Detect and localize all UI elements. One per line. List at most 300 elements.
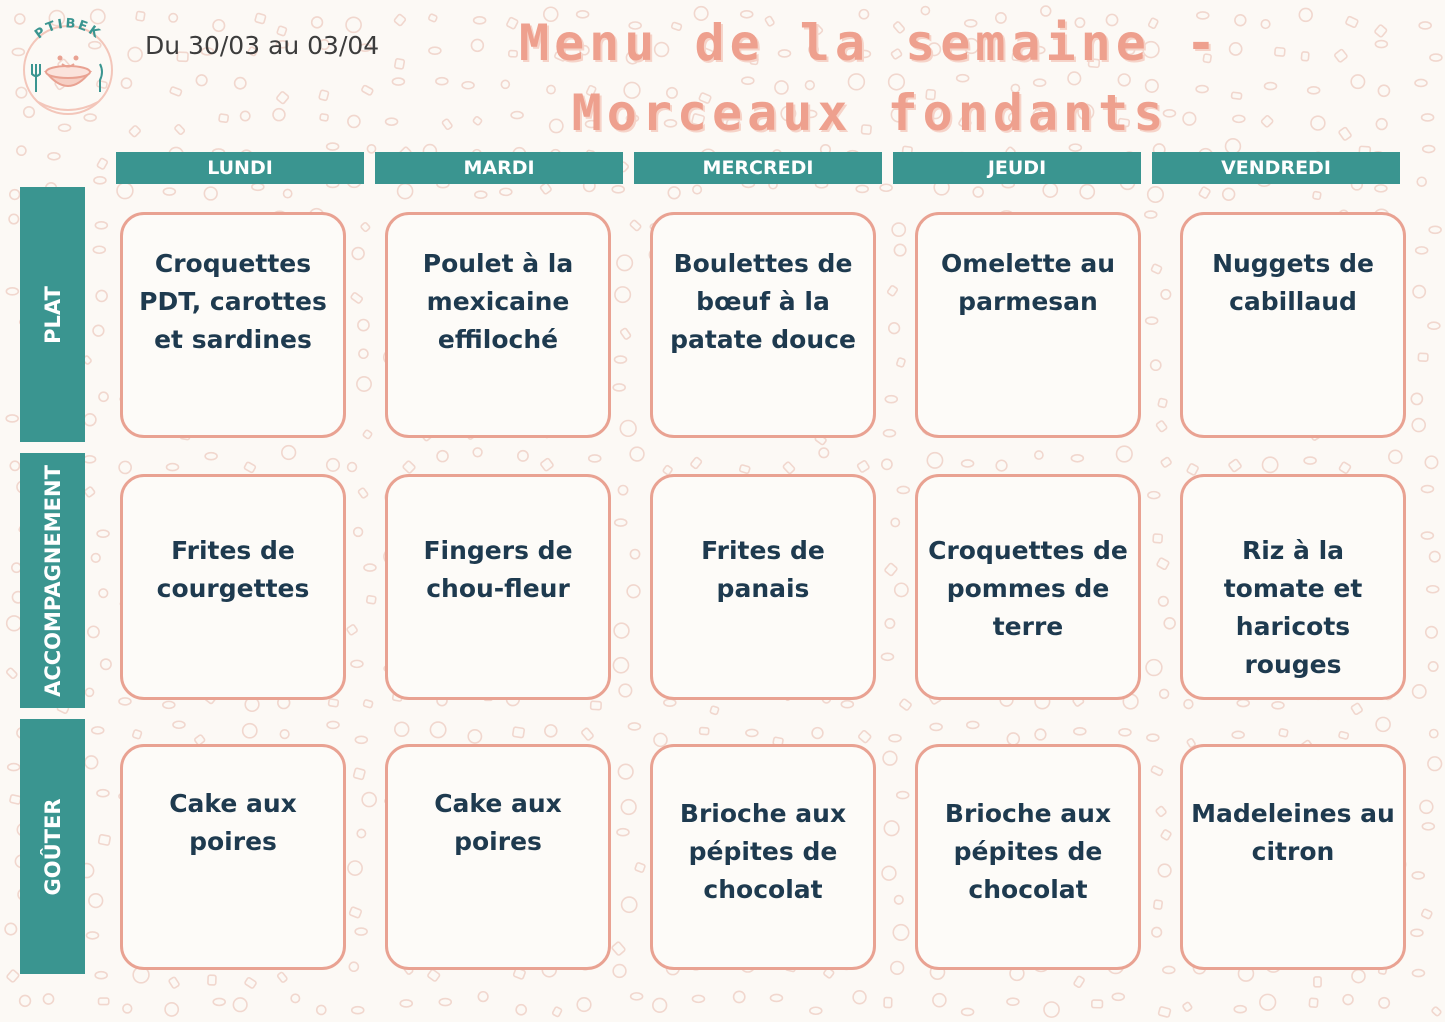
pattern-doodle (119, 698, 131, 705)
pattern-doodle (1074, 728, 1086, 735)
pattern-doodle (770, 994, 782, 1001)
pattern-doodle (123, 1004, 132, 1013)
pattern-doodle (887, 285, 898, 296)
pattern-doodle (1423, 146, 1435, 153)
pattern-doodle (363, 429, 373, 439)
snack-text: Brioche aux pépites de chocolat (679, 799, 847, 904)
pattern-doodle (1351, 75, 1364, 88)
day-header-lundi: LUNDI (116, 152, 364, 184)
pattern-doodle (350, 292, 363, 304)
pattern-doodle (1232, 731, 1244, 738)
pattern-doodle (897, 792, 909, 799)
pattern-doodle (1155, 806, 1166, 817)
pattern-doodle (6, 415, 18, 422)
pattern-doodle (853, 991, 866, 1004)
pattern-doodle (328, 699, 338, 707)
pattern-doodle (87, 932, 99, 939)
pattern-doodle (320, 114, 329, 121)
menu-cell (385, 474, 611, 700)
pattern-doodle (857, 460, 870, 473)
pattern-doodle (132, 729, 142, 739)
pattern-doodle (358, 487, 369, 498)
pattern-doodle (1389, 450, 1402, 463)
pattern-doodle (589, 455, 601, 462)
pattern-doodle (690, 457, 702, 469)
pattern-doodle (622, 897, 637, 912)
pattern-doodle (93, 325, 104, 336)
pattern-doodle (1160, 457, 1171, 468)
pattern-doodle (168, 977, 179, 989)
pattern-doodle (1376, 717, 1390, 731)
pattern-doodle (430, 722, 445, 737)
pattern-doodle (98, 834, 110, 845)
pattern-doodle (361, 85, 373, 96)
pattern-doodle (95, 222, 107, 229)
pattern-doodle (693, 185, 702, 194)
pattern-doodle (167, 464, 179, 471)
pattern-doodle (170, 87, 182, 97)
pattern-doodle (1272, 702, 1284, 709)
pattern-doodle (357, 377, 371, 391)
pattern-doodle (5, 923, 16, 934)
pattern-doodle (540, 182, 552, 194)
pattern-doodle (880, 184, 892, 191)
pattern-doodle (475, 191, 487, 198)
pattern-doodle (615, 287, 630, 302)
side-text: Frites de courgettes (156, 536, 310, 603)
pattern-doodle (1313, 191, 1321, 199)
pattern-doodle (284, 189, 292, 197)
pattern-doodle (1428, 322, 1440, 329)
pattern-doodle (1345, 16, 1358, 28)
pattern-doodle (1071, 455, 1083, 462)
row-label-plat: PLAT (40, 285, 65, 344)
pattern-doodle (359, 349, 368, 358)
menu-cell (915, 744, 1141, 970)
snack-text: Cake aux poires (169, 789, 297, 856)
pattern-doodle (317, 1005, 326, 1014)
pattern-doodle (386, 118, 398, 125)
pattern-doodle (169, 14, 177, 22)
pattern-doodle (363, 700, 373, 709)
menu-cell (1180, 474, 1406, 700)
pattern-doodle (895, 896, 904, 905)
pattern-doodle (1161, 290, 1170, 299)
pattern-doodle (896, 358, 905, 368)
pattern-doodle (213, 998, 225, 1005)
pattern-doodle (927, 453, 942, 468)
pattern-doodle (1234, 1006, 1246, 1013)
pattern-doodle (1035, 729, 1046, 740)
pattern-doodle (8, 764, 20, 771)
pattern-doodle (1375, 41, 1387, 48)
pattern-doodle (899, 698, 912, 710)
pattern-doodle (891, 961, 904, 974)
pattern-doodle (1413, 286, 1425, 298)
pattern-doodle (1151, 360, 1161, 370)
pattern-doodle (280, 730, 289, 739)
pattern-doodle (93, 246, 105, 253)
pattern-doodle (1426, 627, 1438, 639)
pattern-doodle (1184, 700, 1193, 709)
pattern-doodle (1152, 927, 1162, 937)
pattern-doodle (1092, 1000, 1103, 1008)
pattern-doodle (352, 1007, 364, 1014)
pattern-doodle (99, 589, 108, 598)
row-header-plat (20, 187, 85, 442)
pattern-doodle (276, 91, 289, 104)
pattern-doodle (1411, 393, 1422, 404)
pattern-doodle (366, 595, 376, 603)
pattern-doodle (348, 115, 360, 127)
pattern-doodle (1148, 187, 1163, 202)
pattern-doodle (255, 13, 266, 24)
pattern-doodle (352, 248, 364, 260)
side-text: Frites de panais (701, 536, 825, 603)
pattern-doodle (882, 459, 892, 469)
pattern-doodle (664, 699, 676, 706)
pattern-doodle (518, 451, 528, 461)
pattern-doodle (136, 11, 145, 21)
pattern-doodle (233, 998, 247, 1012)
side-text: Fingers de chou-fleur (423, 536, 573, 603)
pattern-doodle (617, 829, 629, 836)
pattern-doodle (614, 623, 629, 638)
dish-text: Croquettes PDT, carottes et sardines (139, 249, 327, 354)
pattern-doodle (1145, 211, 1157, 218)
pattern-doodle (10, 461, 19, 470)
pattern-doodle (219, 114, 229, 123)
row-header-accompagnement (20, 453, 85, 708)
pattern-doodle (1375, 185, 1387, 192)
pattern-doodle (1187, 463, 1199, 475)
side-text: Croquettes de pommes de terre (928, 536, 1128, 641)
pattern-doodle (1160, 689, 1169, 698)
pattern-doodle (327, 721, 339, 728)
pattern-doodle (996, 460, 1007, 471)
pattern-doodle (468, 730, 481, 743)
pattern-doodle (1146, 660, 1162, 676)
pattern-doodle (101, 659, 111, 669)
pattern-doodle (973, 187, 983, 197)
pattern-doodle (351, 660, 363, 667)
pattern-doodle (348, 463, 357, 472)
pattern-doodle (1148, 492, 1160, 499)
pattern-doodle (163, 188, 175, 195)
pattern-doodle (897, 486, 909, 493)
snack-text: Brioche aux pépites de chocolat (944, 799, 1112, 904)
pattern-doodle (884, 821, 899, 836)
dish-text: Omelette au parmesan (940, 249, 1115, 316)
pattern-doodle (1314, 977, 1321, 987)
pattern-doodle (1151, 765, 1163, 776)
pattern-doodle (1044, 1002, 1059, 1017)
pattern-doodle (99, 392, 108, 401)
pattern-doodle (174, 124, 185, 135)
side-text: Riz à la tomate et haricots rouges (1223, 536, 1363, 679)
pattern-doodle (1199, 186, 1211, 198)
pattern-doodle (882, 866, 896, 880)
pattern-doodle (613, 384, 625, 391)
pattern-doodle (10, 190, 20, 200)
pattern-doodle (129, 125, 141, 137)
pattern-doodle (1223, 188, 1235, 200)
pattern-doodle (930, 723, 942, 730)
pattern-doodle (1160, 829, 1171, 840)
pattern-doodle (327, 459, 339, 471)
pattern-doodle (1415, 79, 1427, 86)
pattern-doodle (1146, 317, 1158, 324)
pattern-doodle (889, 323, 900, 334)
pattern-doodle (119, 461, 131, 473)
pattern-doodle (545, 725, 557, 737)
pattern-doodle (620, 420, 636, 436)
pattern-doodle (1073, 976, 1084, 988)
pattern-doodle (611, 941, 625, 955)
pattern-doodle (812, 728, 823, 739)
pattern-doodle (1352, 970, 1365, 983)
pattern-doodle (613, 658, 628, 673)
pattern-doodle (1418, 353, 1428, 361)
dish-text: Nuggets de cabillaud (1212, 249, 1374, 316)
pattern-doodle (1421, 909, 1432, 920)
pattern-doodle (1158, 864, 1171, 877)
menu-cell (915, 474, 1141, 700)
pattern-doodle (1427, 586, 1439, 593)
pattern-doodle (699, 727, 709, 734)
pattern-doodle (395, 722, 409, 736)
pattern-doodle (895, 583, 908, 596)
pattern-doodle (357, 829, 365, 837)
pattern-doodle (1163, 966, 1175, 973)
menu-cell (1180, 212, 1406, 438)
pattern-doodle (354, 528, 363, 537)
pattern-doodle (1343, 995, 1353, 1005)
pattern-doodle (85, 688, 93, 696)
pattern-doodle (1339, 731, 1349, 739)
pattern-doodle (856, 185, 868, 192)
menu-cell (915, 212, 1141, 438)
pattern-doodle (841, 701, 853, 708)
pattern-doodle (1425, 456, 1437, 468)
pattern-doodle (1080, 185, 1094, 199)
pattern-doodle (1417, 177, 1426, 186)
pattern-doodle (891, 518, 899, 526)
pattern-doodle (84, 414, 96, 426)
pattern-doodle (358, 319, 369, 330)
pattern-doodle (243, 724, 257, 738)
pattern-doodle (884, 998, 892, 1008)
pattern-doodle (92, 727, 104, 734)
pattern-doodle (881, 653, 893, 660)
pattern-doodle (1309, 998, 1318, 1007)
pattern-doodle (349, 907, 362, 919)
pattern-doodle (6, 288, 18, 295)
pattern-doodle (163, 701, 175, 708)
pattern-doodle (353, 768, 365, 780)
pattern-doodle (885, 396, 897, 403)
pattern-doodle (739, 465, 750, 474)
pattern-doodle (196, 75, 207, 86)
snack-text: Cake aux poires (434, 789, 562, 856)
pattern-doodle (783, 461, 796, 474)
pattern-doodle (1112, 993, 1124, 1000)
menu-cell (120, 474, 346, 700)
pattern-doodle (205, 453, 217, 460)
title-line-1: Menu de la semaine - (518, 14, 1222, 72)
pattern-doodle (630, 220, 642, 232)
pattern-doodle (1378, 85, 1389, 96)
day-header-mercredi: MERCREDI (634, 152, 882, 184)
pattern-doodle (746, 729, 758, 736)
pattern-doodle (1428, 662, 1437, 671)
pattern-doodle (513, 727, 525, 738)
pattern-doodle (43, 994, 53, 1004)
pattern-doodle (360, 222, 370, 232)
pattern-doodle (1411, 929, 1423, 936)
pattern-doodle (884, 563, 897, 576)
pattern-doodle (1164, 618, 1175, 629)
pattern-doodle (20, 995, 31, 1006)
pattern-doodle (312, 17, 323, 28)
pattern-doodle (1154, 900, 1163, 909)
pattern-doodle (552, 1006, 562, 1017)
pattern-doodle (346, 624, 357, 635)
pattern-doodle (402, 460, 415, 473)
pattern-doodle (1035, 451, 1043, 459)
pattern-doodle (1374, 24, 1387, 37)
pattern-doodle (620, 328, 631, 340)
pattern-doodle (967, 721, 979, 728)
pattern-doodle (277, 972, 288, 983)
pattern-doodle (1119, 729, 1131, 736)
pattern-doodle (94, 177, 106, 184)
pattern-doodle (1260, 994, 1276, 1010)
pattern-doodle (439, 999, 451, 1006)
pattern-doodle (885, 619, 894, 628)
pattern-doodle (631, 993, 643, 1000)
pattern-doodle (364, 564, 376, 571)
title-line-2: Morceaux fondants (571, 84, 1169, 142)
row-label-accompagnement: ACCOMPAGNEMENT (40, 464, 65, 697)
pattern-doodle (540, 458, 554, 472)
pattern-doodle (892, 223, 905, 236)
pattern-doodle (1429, 226, 1441, 233)
pattern-doodle (392, 78, 404, 85)
pattern-doodle (1412, 872, 1424, 879)
pattern-doodle (819, 448, 828, 457)
pattern-doodle (1430, 729, 1438, 737)
pattern-doodle (394, 59, 404, 70)
pattern-doodle (628, 723, 640, 730)
pattern-doodle (394, 14, 406, 26)
pattern-doodle (692, 995, 704, 1002)
pattern-doodle (97, 790, 109, 797)
pattern-doodle (858, 730, 871, 743)
pattern-doodle (1422, 114, 1434, 121)
pattern-doodle (630, 447, 644, 461)
pattern-doodle (1430, 551, 1440, 561)
pattern-doodle (252, 183, 264, 190)
pattern-doodle (84, 486, 95, 497)
pattern-doodle (618, 486, 627, 495)
pattern-doodle (273, 109, 285, 121)
pattern-doodle (291, 994, 299, 1002)
pattern-doodle (204, 187, 217, 200)
pattern-doodle (48, 153, 60, 160)
pattern-doodle (1228, 459, 1242, 473)
pattern-doodle (621, 800, 636, 815)
pattern-doodle (1376, 119, 1387, 130)
pattern-doodle (1151, 264, 1162, 275)
pattern-doodle (1339, 462, 1351, 474)
pattern-doodle (95, 972, 107, 979)
pattern-doodle (1182, 1002, 1192, 1012)
pattern-doodle (213, 20, 225, 32)
pattern-doodle (1147, 734, 1159, 741)
pattern-doodle (1430, 54, 1442, 61)
pattern-doodle (619, 684, 632, 697)
pattern-doodle (668, 187, 680, 199)
pattern-doodle (400, 1000, 412, 1007)
pattern-doodle (1419, 22, 1431, 29)
menu-cell (650, 212, 876, 438)
pattern-doodle (84, 456, 96, 463)
pattern-doodle (577, 998, 591, 1012)
pattern-doodle (962, 460, 974, 467)
pattern-doodle (612, 186, 624, 193)
pattern-doodle (208, 975, 216, 985)
pattern-doodle (516, 1005, 526, 1015)
menu-cell (385, 212, 611, 438)
pattern-doodle (894, 244, 906, 256)
pattern-doodle (1338, 127, 1351, 141)
pattern-doodle (1156, 557, 1169, 570)
pattern-doodle (85, 756, 98, 769)
pattern-doodle (1422, 823, 1434, 830)
pattern-doodle (883, 751, 897, 765)
pattern-doodle (437, 451, 448, 462)
pattern-doodle (617, 255, 632, 270)
pattern-doodle (1420, 800, 1433, 813)
pattern-doodle (88, 626, 99, 637)
pattern-doodle (1431, 1006, 1441, 1016)
pattern-doodle (97, 530, 109, 537)
pattern-doodle (91, 554, 100, 563)
pattern-doodle (613, 965, 626, 978)
pattern-doodle (282, 446, 296, 460)
pattern-doodle (348, 861, 362, 875)
menu-cell (650, 474, 876, 700)
pattern-doodle (244, 977, 256, 989)
pattern-doodle (128, 47, 142, 61)
pattern-doodle (630, 550, 639, 559)
pattern-doodle (241, 111, 250, 120)
pattern-doodle (1159, 597, 1169, 607)
pattern-doodle (478, 992, 488, 1002)
date-range: Du 30/03 au 03/04 (145, 31, 380, 60)
logo-text: PTIBEK (32, 16, 104, 43)
day-header-vendredi: VENDREDI (1152, 152, 1400, 184)
pattern-doodle (1351, 703, 1363, 715)
pattern-doodle (6, 969, 19, 982)
pattern-doodle (1334, 49, 1348, 63)
pattern-doodle (235, 78, 246, 89)
pattern-doodle (653, 998, 667, 1012)
pattern-doodle (500, 188, 512, 195)
pattern-doodle (1412, 970, 1424, 977)
pattern-doodle (1237, 700, 1249, 707)
